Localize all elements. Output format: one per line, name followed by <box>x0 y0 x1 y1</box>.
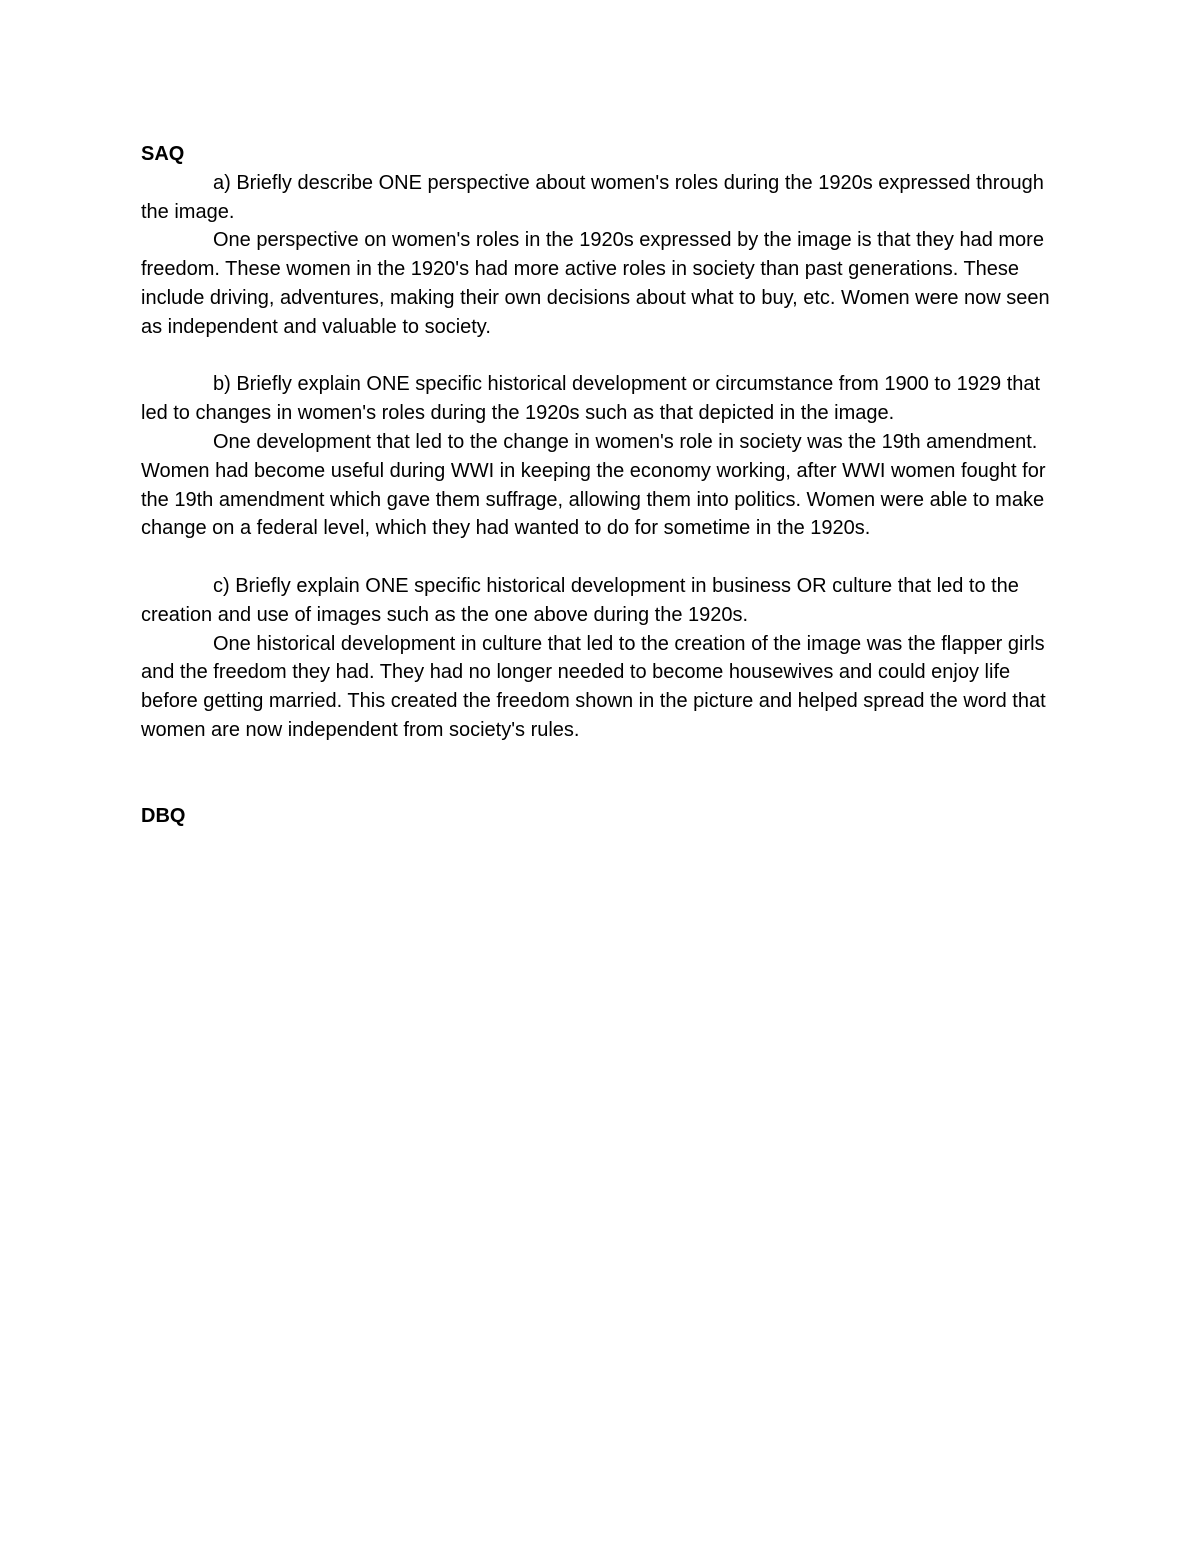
answer-b: One development that led to the change in women's role in society was the 19th amendment. Women had become useful during WWI in keeping the economy working, after WWI women fought for the 19th amendment which gave them suffrage, allowing them into politics. Women were able to make change on a federal level, which they had wanted to do for sometime in the 1920s. <box>141 430 1046 540</box>
dbq-heading: DBQ <box>141 805 186 828</box>
saq-heading: SAQ <box>141 143 185 165</box>
question-a: a) Briefly describe ONE perspective about women's roles during the 1920s expressed through the image. <box>141 171 1044 223</box>
document-body <box>141 140 1061 831</box>
question-b: b) Briefly explain ONE specific historical development or circumstance from 1900 to 1929 that led to changes in women's roles during the 1920s such as that depicted in the image. <box>141 373 1041 425</box>
paragraph-gap <box>141 342 1061 371</box>
section-gap <box>141 745 1061 803</box>
answer-a: One perspective on women's roles in the 1920s expressed by the image is that they had more freedom. These women in the 1920's had more active roles in society than past generations. These include driving, adventures, making their own decisions about what to buy, etc. Women were now seen as independent and valuable to society. <box>141 229 1050 338</box>
answer-c: One historical development in culture that led to the creation of the image was the flapper girls and the freedom they had. They had no longer needed to become housewives and could enjoy life before getting married. This created the freedom shown in the picture and helped spread the word that women are now independent from society's rules. <box>141 632 1046 741</box>
paragraph-gap <box>141 543 1061 572</box>
question-c: c) Briefly explain ONE specific historical development in business OR culture that led to the creation and use of images such as the one above during the 1920s. <box>141 574 1019 626</box>
